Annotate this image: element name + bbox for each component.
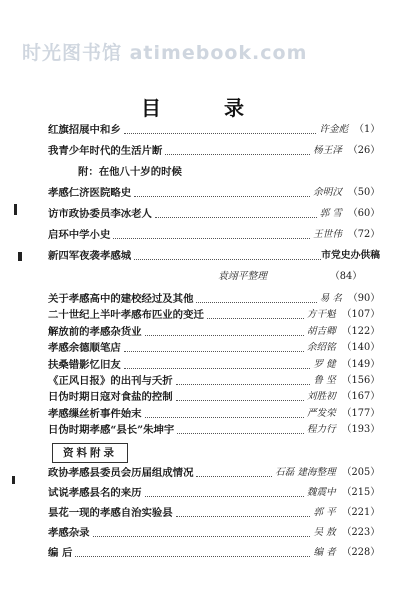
leader-dots bbox=[155, 217, 317, 218]
toc-entry[interactable] bbox=[48, 120, 380, 140]
toc-entry[interactable] bbox=[48, 463, 380, 483]
entry-page: （122） bbox=[341, 326, 380, 337]
entry-title: 扶桑错影忆旧友 bbox=[48, 359, 121, 371]
entry-author: 易 名 bbox=[319, 293, 342, 304]
toc-entry[interactable] bbox=[48, 543, 380, 563]
entry-author: 魏震中 bbox=[306, 487, 336, 498]
entry-title: 试说孝感县名的来历 bbox=[48, 487, 142, 499]
entry-page: （84） bbox=[330, 271, 363, 282]
watermark: 时光图书馆 atimebook.com bbox=[22, 42, 308, 64]
entry-page: （223） bbox=[341, 527, 380, 538]
entry-author: 吴 敖 bbox=[313, 527, 336, 538]
entry-author: 鲁 坚 bbox=[313, 375, 336, 386]
toc-entry[interactable] bbox=[48, 204, 380, 224]
entry-title: 解放前的孝感杂货业 bbox=[48, 326, 142, 338]
entry-page: （60） bbox=[347, 208, 380, 219]
scan-mark bbox=[12, 476, 15, 484]
entry-title: 昙花一现的孝感自治实验县 bbox=[48, 507, 173, 519]
leader-dots bbox=[196, 302, 316, 303]
entry-page: （1） bbox=[354, 124, 380, 135]
leader-dots bbox=[177, 433, 304, 434]
entry-page: （228） bbox=[341, 547, 380, 558]
leader-dots bbox=[124, 351, 304, 352]
leader-dots bbox=[145, 417, 304, 418]
entry-author: 余绍铭 bbox=[306, 342, 336, 353]
leader-dots bbox=[75, 556, 310, 557]
credit-person: 袁翊平整理 bbox=[218, 271, 267, 282]
entry-title: 日伪时期日寇对食盐的控制 bbox=[48, 391, 173, 403]
entry-title: 启环中学小史 bbox=[48, 229, 111, 241]
entry-page: （90） bbox=[347, 293, 380, 304]
leader-dots bbox=[165, 154, 310, 155]
leader-dots bbox=[124, 133, 317, 134]
page-title: 目 录 bbox=[141, 96, 272, 120]
toc-entry[interactable] bbox=[48, 523, 380, 543]
appendix-label: 资料附录 bbox=[52, 443, 128, 463]
entry-author: 郭 雪 bbox=[319, 208, 342, 219]
entry-author: 罗 健 bbox=[313, 359, 336, 370]
toc-entry[interactable] bbox=[48, 420, 380, 440]
entry-author: 杨王泽 bbox=[313, 145, 342, 156]
leader-dots bbox=[93, 536, 311, 537]
entry-page: （26） bbox=[347, 145, 380, 156]
entry-page: （221） bbox=[341, 507, 380, 518]
leader-dots bbox=[134, 196, 310, 197]
leader-dots bbox=[196, 476, 272, 477]
subheading: 附：在他八十岁的时候 bbox=[78, 166, 182, 178]
entry-page: （50） bbox=[347, 187, 380, 198]
entry-title: 孝感仁济医院略史 bbox=[48, 187, 132, 199]
leader-dots bbox=[124, 368, 311, 369]
toc-entry[interactable] bbox=[48, 225, 380, 245]
scan-mark bbox=[18, 252, 22, 261]
entry-page: （149） bbox=[341, 359, 380, 370]
entry-title: 孝感杂录 bbox=[48, 527, 90, 539]
entry-author: 石磊 建海整理 bbox=[275, 467, 336, 478]
credit-org: 市党史办供稿 bbox=[321, 250, 380, 261]
toc-entry[interactable] bbox=[48, 483, 380, 503]
entry-page: （156） bbox=[341, 375, 380, 386]
entry-page: （177） bbox=[341, 408, 380, 419]
leader-dots bbox=[145, 496, 304, 497]
leader-dots bbox=[145, 335, 304, 336]
entry-title: 编 后 bbox=[48, 547, 73, 559]
entry-title: 关于孝感高中的建校经过及其他 bbox=[48, 293, 194, 305]
entry-title: 新四军夜袭孝感城 bbox=[48, 250, 132, 262]
entry-title: 我青少年时代的生活片断 bbox=[48, 145, 163, 157]
entry-title: 孝感余德顺笔店 bbox=[48, 342, 121, 354]
toc-entry[interactable] bbox=[48, 141, 380, 161]
entry-page: （193） bbox=[341, 424, 380, 435]
leader-dots bbox=[176, 384, 311, 385]
entry-author: 胡吉卿 bbox=[306, 326, 336, 337]
entry-author: 王世伟 bbox=[313, 229, 342, 240]
entry-page: （205） bbox=[341, 467, 380, 478]
leader-dots bbox=[176, 400, 304, 401]
leader-dots bbox=[113, 238, 310, 239]
toc-entry[interactable] bbox=[48, 183, 380, 203]
entry-page: （215） bbox=[341, 487, 380, 498]
leader-dots bbox=[207, 318, 304, 319]
entry-title: 访市政协委员李冰老人 bbox=[48, 208, 152, 220]
leader-dots bbox=[176, 516, 311, 517]
entry-author: 方干魁 bbox=[306, 309, 336, 320]
entry-title: 孝感缫丝析事件始末 bbox=[48, 408, 142, 420]
leader-dots bbox=[134, 259, 321, 260]
toc-entry[interactable] bbox=[48, 503, 380, 523]
entry-title: 红旗招展中和乡 bbox=[48, 124, 121, 136]
entry-author: 严发荣 bbox=[306, 408, 336, 419]
entry-page: （140） bbox=[341, 342, 380, 353]
entry-page: （72） bbox=[347, 229, 380, 240]
entry-page: （107） bbox=[341, 309, 380, 320]
entry-author: 余明汉 bbox=[313, 187, 342, 198]
scan-mark bbox=[14, 204, 17, 215]
entry-author: 编 者 bbox=[313, 547, 336, 558]
entry-title: 二十世纪上半叶孝感布匹业的变迁 bbox=[48, 309, 204, 321]
entry-author: 程力行 bbox=[306, 424, 336, 435]
entry-title: 《正风日报》的出刊与夭折 bbox=[48, 375, 173, 387]
entry-page: （167） bbox=[341, 391, 380, 402]
toc-entry[interactable] bbox=[48, 246, 380, 266]
entry-title: 政协孝感县委员会历届组成情况 bbox=[48, 467, 194, 479]
entry-author: 刘胜初 bbox=[306, 391, 336, 402]
entry-title: 日伪时期孝感“县长”朱坤宇 bbox=[48, 424, 175, 436]
entry-author: 郭 平 bbox=[313, 507, 336, 518]
entry-author: 许金彪 bbox=[319, 124, 349, 135]
